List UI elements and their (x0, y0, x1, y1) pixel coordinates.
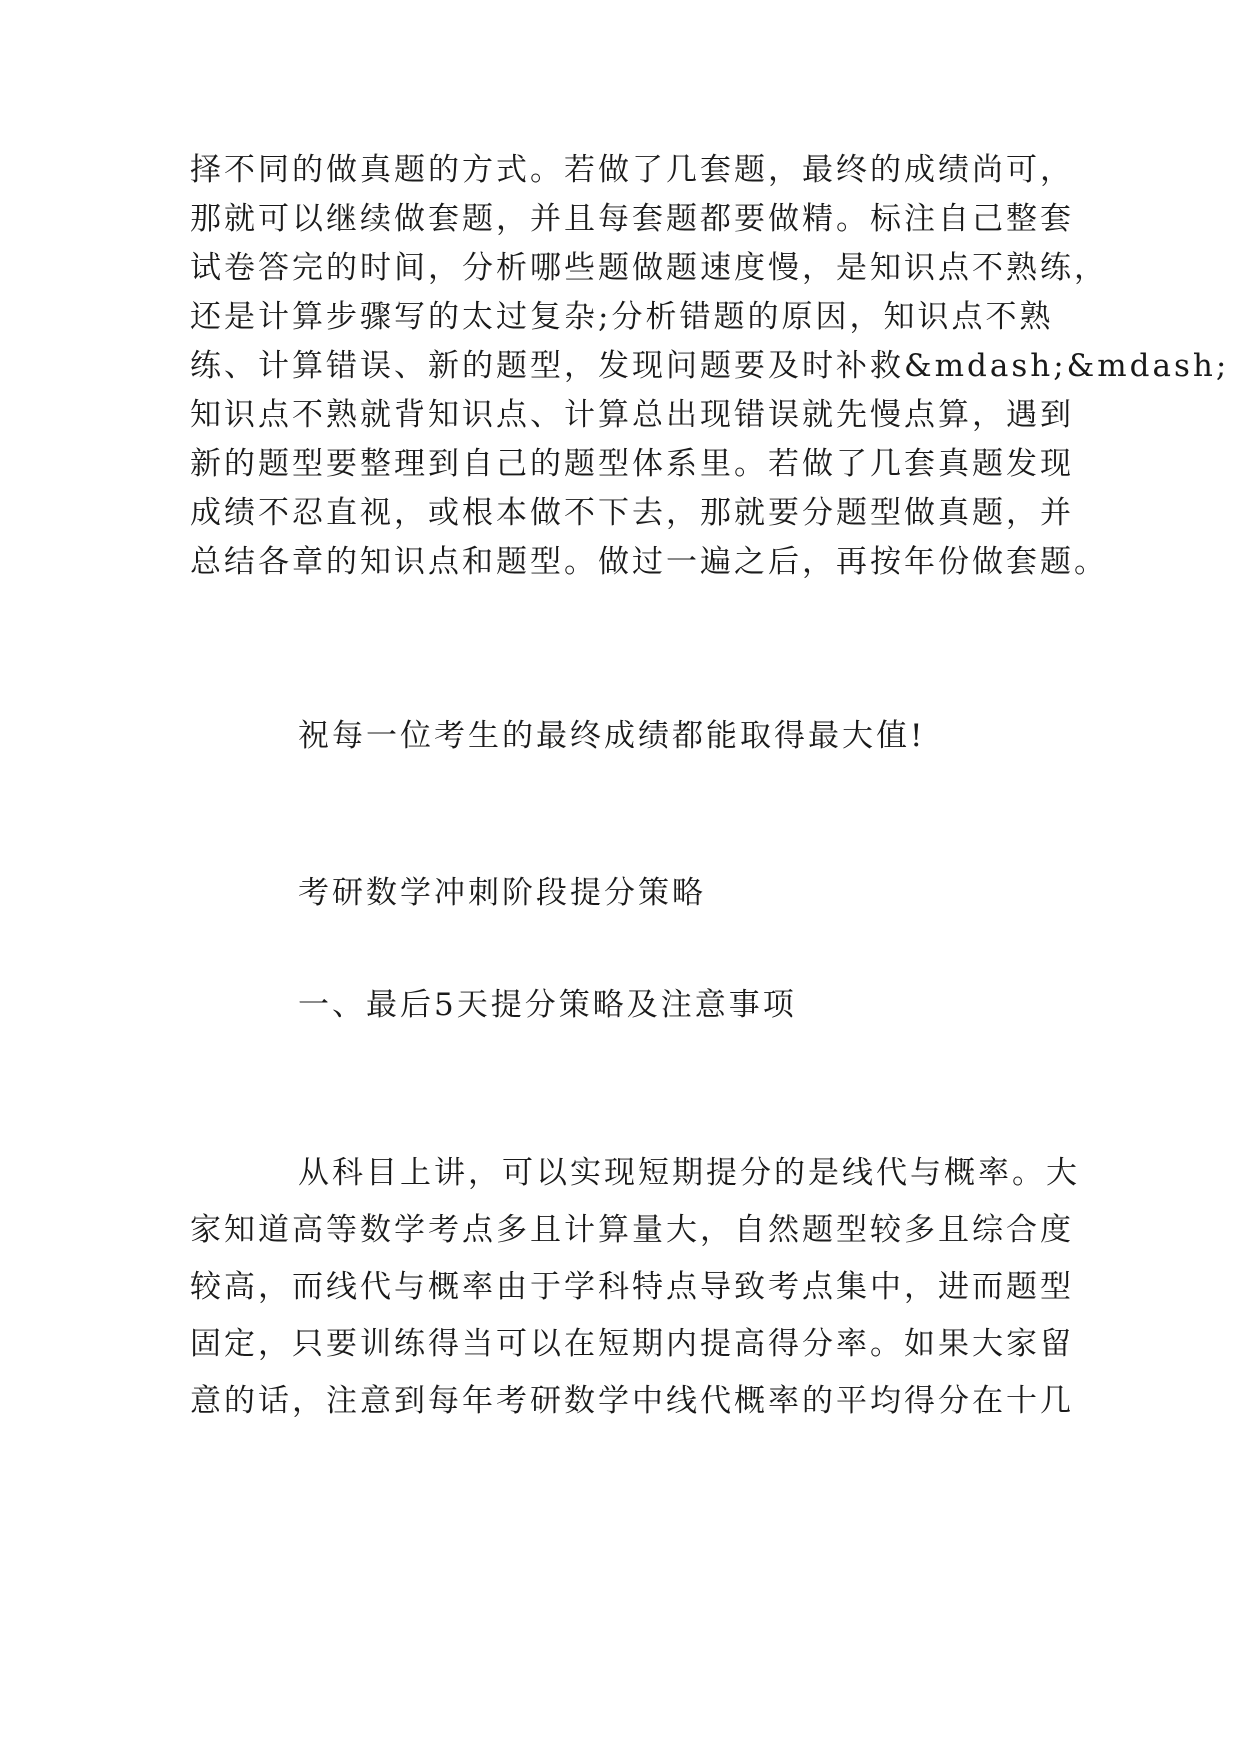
paragraph-1-line-7: 新的题型要整理到自己的题型体系里。若做了几套真题发现 (190, 446, 1074, 482)
paragraph-1-line-1: 择不同的做真题的方式。若做了几套题，最终的成绩尚可， (190, 152, 1074, 188)
paragraph-2-line-3: 较高，而线代与概率由于学科特点导致考点集中，进而题型 (190, 1269, 1074, 1305)
paragraph-1-line-9: 总结各章的知识点和题型。做过一遍之后，再按年份做套题。 (190, 544, 1108, 580)
paragraph-1-line-3: 试卷答完的时间，分析哪些题做题速度慢，是知识点不熟练， (190, 250, 1108, 286)
wish-line: 祝每一位考生的最终成绩都能取得最大值! (298, 718, 926, 754)
paragraph-2-line-5: 意的话，注意到每年考研数学中线代概率的平均得分在十几 (190, 1383, 1074, 1419)
paragraph-1-line-4: 还是计算步骤写的太过复杂;分析错题的原因，知识点不熟 (190, 299, 1054, 335)
paragraph-2-line-2: 家知道高等数学考点多且计算量大，自然题型较多且综合度 (190, 1212, 1074, 1248)
paragraph-2-line-1: 从科目上讲，可以实现短期提分的是线代与概率。大 (298, 1155, 1080, 1191)
paragraph-1-line-5: 练、计算错误、新的题型，发现问题要及时补救&mdash;&mdash; (190, 348, 1230, 384)
paragraph-1-line-2: 那就可以继续做套题，并且每套题都要做精。标注自己整套 (190, 201, 1074, 237)
paragraph-2-line-4: 固定，只要训练得当可以在短期内提高得分率。如果大家留 (190, 1326, 1074, 1362)
paragraph-1-line-6: 知识点不熟就背知识点、计算总出现错误就先慢点算，遇到 (190, 397, 1074, 433)
subsection-title: 一、最后5天提分策略及注意事项 (298, 987, 797, 1023)
paragraph-1-line-8: 成绩不忍直视，或根本做不下去，那就要分题型做真题，并 (190, 495, 1074, 531)
section-title: 考研数学冲刺阶段提分策略 (298, 875, 706, 911)
